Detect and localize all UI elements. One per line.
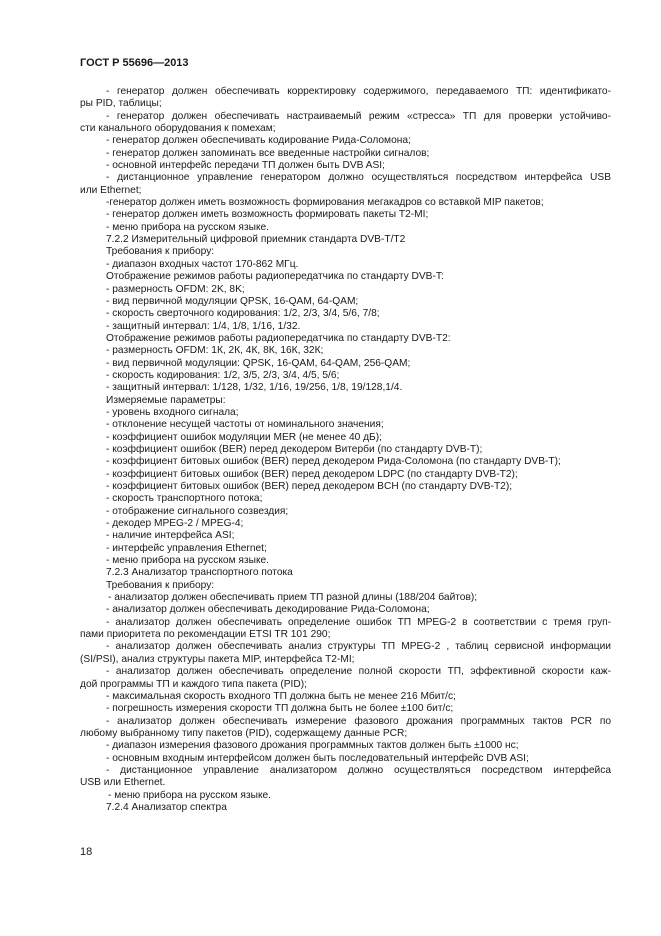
text-line: - диапазон входных частот 170-862 МГц. <box>106 258 299 270</box>
text-line: - коэффициент ошибок модуляции MER (не менее 40 дБ); <box>106 431 382 443</box>
document-body <box>80 86 611 814</box>
text-line: - генератор должен обеспечивать настраиваемый режим «стресса» ТП для проверки устойчиво- <box>106 110 611 122</box>
text-line: - уровень входного сигнала; <box>106 406 239 418</box>
text-line: - максимальная скорость входного ТП должна быть не менее 216 Мбит/с; <box>106 690 456 702</box>
text-line: - размерность OFDM: 1К, 2К, 4К, 8К, 16К, 32К; <box>106 345 324 357</box>
text-line: -генератор должен иметь возможность формирования мегакадров со вставкой MIP пакетов; <box>106 197 544 209</box>
text-line: - меню прибора на русском языке. <box>108 789 272 801</box>
text-line: - основной интерфейс передачи ТП должен быть DVB ASI; <box>106 160 385 172</box>
text-line: - коэффициент ошибок (BER) перед декодером Витерби (по стандарту DVB-T); <box>106 443 483 455</box>
text-line: - дистанционное управление анализатором должно осуществляться посредством интерфейса <box>106 764 611 776</box>
text-line: - скорость кодирования: 1/2, 3/5, 2/3, 3/4, 4/5, 5/6; <box>106 369 340 381</box>
text-line: - анализатор должен обеспечивать измерение фазового дрожания программных тактов PCR по <box>106 715 611 727</box>
text-line: - дистанционное управление генератором должно осуществляться посредством интерфейса USB <box>106 172 611 184</box>
text-line: 7.2.4 Анализатор спектра <box>106 801 227 813</box>
text-line: - декодер MPEG-2 / MPEG-4; <box>106 518 244 530</box>
text-line: - меню прибора на русском языке. <box>106 221 270 233</box>
text-line: - отклонение несущей частоты от номинального значения; <box>106 419 384 431</box>
text-line: Отображение режимов работы радиопередатчика по стандарту DVB-T2: <box>106 332 451 344</box>
standard-header: ГОСТ Р 55696—2013 <box>80 57 189 69</box>
text-line: дой программы ТП и каждого типа пакета (PID); <box>80 678 307 690</box>
text-line: любому выбранному типу пакетов (PID), содержащему данные PCR; <box>80 727 408 739</box>
text-line: Отображение режимов работы радиопередатчика по стандарту DVB-T: <box>106 271 444 283</box>
text-line: - размерность OFDM: 2K, 8K; <box>106 283 245 295</box>
text-line: (SI/PSI), анализ структуры пакета MIP, интерфейса T2-MI; <box>80 653 355 665</box>
text-line: - вид первичной модуляции: QPSK, 16-QAM, 64-QAM, 256-QAM; <box>106 357 411 369</box>
text-line: - анализатор должен обеспечивать определение полной скорости ТП, эффективной скорости каж- <box>106 666 611 678</box>
text-line: USB или Ethernet. <box>80 777 166 789</box>
page-number: 18 <box>80 846 93 858</box>
text-line: Требования к прибору: <box>106 579 215 591</box>
text-line: - анализатор должен обеспечивать декодирование Рида-Соломона; <box>106 604 430 616</box>
text-line: 7.2.2 Измерительный цифровой приемник стандарта DVB-T/T2 <box>106 234 406 246</box>
text-line: - анализатор должен обеспечивать прием ТП разной длины (188/204 байтов); <box>108 592 478 604</box>
text-line: - скорость сверточного кодирования: 1/2, 2/3, 3/4, 5/6, 7/8; <box>106 308 380 320</box>
text-line: - генератор должен обеспечивать кодирование Рида-Соломона; <box>106 135 411 147</box>
text-line: - основным входным интерфейсом должен быть последовательный интерфейс DVB ASI; <box>106 752 529 764</box>
text-line: Измеряемые параметры: <box>106 394 226 406</box>
text-line: или Ethernet; <box>80 184 142 196</box>
text-line: 7.2.3 Анализатор транспортного потока <box>106 567 293 579</box>
text-line: - анализатор должен обеспечивать определение ошибок ТП MPEG-2 в соответствии с тремя груп- <box>106 616 611 628</box>
text-line: - наличие интерфейса ASI; <box>106 530 235 542</box>
text-line: - коэффициент битовых ошибок (BER) перед декодером BCH (по стандарту DVB-T2); <box>106 481 513 492</box>
text-line: - коэффициент битовых ошибок (BER) перед декодером LDPC (по стандарту DVB-T2); <box>106 468 518 480</box>
text-line: - меню прибора на русском языке. <box>106 555 270 567</box>
text-line: - защитный интервал: 1/128, 1/32, 1/16, 19/256, 1/8, 19/128,1/4. <box>106 382 403 394</box>
text-line: - погрешность измерения скорости ТП должна быть не более ±100 бит/с; <box>106 703 454 715</box>
text-line: пами приоритета по рекомендации ETSI TR 101 290; <box>80 629 331 641</box>
text-line: - защитный интервал: 1/4, 1/8, 1/16, 1/32. <box>106 320 301 332</box>
text-line: - вид первичной модуляции QPSK, 16-QAM, 64-QAM; <box>106 295 359 307</box>
text-line: - диапазон измерения фазового дрожания программных тактов должен быть ±1000 нс; <box>106 740 519 752</box>
text-line: Требования к прибору: <box>106 246 215 258</box>
text-line: - интерфейс управления Ethernet; <box>106 542 267 554</box>
text-line: - генератор должен иметь возможность формировать пакеты T2-MI; <box>106 209 429 221</box>
text-line: ры PID, таблицы; <box>80 98 162 110</box>
text-line: - отображение сигнального созвездия; <box>106 505 289 517</box>
text-line: сти канального оборудования к помехам; <box>80 123 276 135</box>
text-line: - коэффициент битовых ошибок (BER) перед декодером Рида-Соломона (по стандарту DVB-T); <box>106 456 561 468</box>
text-line: - генератор должен обеспечивать корректировку содержимого, передаваемого ТП: идентификато- <box>106 86 611 97</box>
text-line: - анализатор должен обеспечивать анализ структуры ТП MPEG-2 , таблиц сервисной информации <box>106 641 611 653</box>
text-line: - скорость транспортного потока; <box>106 493 263 505</box>
text-line: - генератор должен запоминать все введенные настройки сигналов; <box>106 147 430 159</box>
